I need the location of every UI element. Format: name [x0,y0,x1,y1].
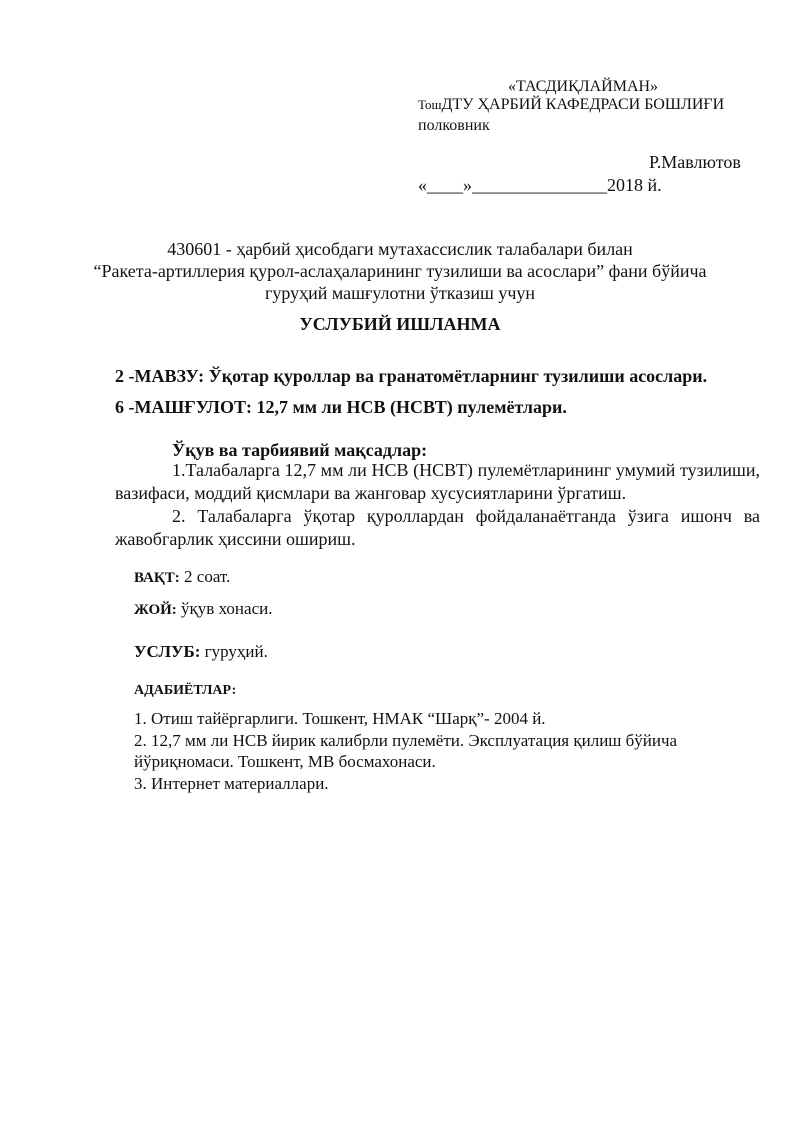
goals-item-2-text: 2. Талабаларга ўқотар қуроллардан фойдаланаётганда ўзига ишонч ва жавобгарлик ҳиссини ошириш. [115,506,760,549]
goals-item-1-text: 1.Талабаларга 12,7 мм ли НСВ (НСВТ) пулемётларининг умумий тузилиши, вазифаси, моддий қисмлари ва жанговар хусусиятларини ўргатиш. [115,460,760,503]
heading-line-3: гуруҳий машғулотни ўтказиш учун [264,283,536,303]
method-line [134,643,268,660]
lesson-text: 12,7 мм ли НСВ (НСВТ) пулемётлари. [251,397,567,417]
approval-position-rest: ДТУ ҲАРБИЙ КАФЕДРАСИ БОШЛИҒИ [441,96,725,113]
place-label: ЖОЙ: [134,602,177,618]
topic-text: Ўқотар қуроллар ва гранатомётларнинг тузилиши асослари. [204,366,708,386]
lesson-line [115,398,567,416]
literature-item-2-line-2: йўриқномаси. Тошкент, МВ босмахонаси. [134,752,436,771]
document-title: УСЛУБИЙ ИШЛАНМА [299,314,501,334]
goals-heading: Ўқув ва тарбиявий мақсадлар: [172,440,428,460]
approval-rank: полковник [418,117,490,134]
approval-date-line: «____»_______________2018 й. [418,175,662,195]
place-value: ўқув хонаси. [176,599,273,618]
topic-line [115,367,707,385]
literature-item-2-line-1: 2. 12,7 мм ли НСВ йирик калибрли пулемёти. Эксплуатация қилиш бўйича [134,731,678,750]
lesson-label: 6 -МАШҒУЛОТ: [115,397,252,417]
place-line [134,600,272,618]
time-line [134,568,230,586]
literature-item-1: 1. Отиш тайёргарлиги. Тошкент, НМАК “Шарқ”- 2004 й. [134,709,546,728]
goals-item-1 [115,459,760,505]
heading-line-2: “Ракета-артиллерия қурол-аслаҳаларининг тузилиши ва асослари” фани бўйича [93,261,707,281]
topic-label: 2 -МАВЗУ: [115,366,205,386]
approval-title: «ТАСДИҚЛАЙМАН» [508,78,659,95]
approval-position-prefix: Тош [418,97,442,112]
literature-heading: АДАБИЁТЛАР: [134,683,237,698]
time-value: 2 соат. [179,567,231,586]
time-label: ВАҚТ: [134,570,180,586]
method-label: УСЛУБ: [134,642,201,661]
goals-item-2 [115,505,760,551]
method-value: гуруҳий. [200,642,268,661]
approval-name: Р.Мавлютов [649,152,741,172]
literature-item-3: 3. Интернет материаллари. [134,774,329,793]
approval-position [418,97,724,113]
heading-line-1: 430601 - ҳарбий ҳисобдаги мутахассислик талабалари билан [167,239,633,259]
